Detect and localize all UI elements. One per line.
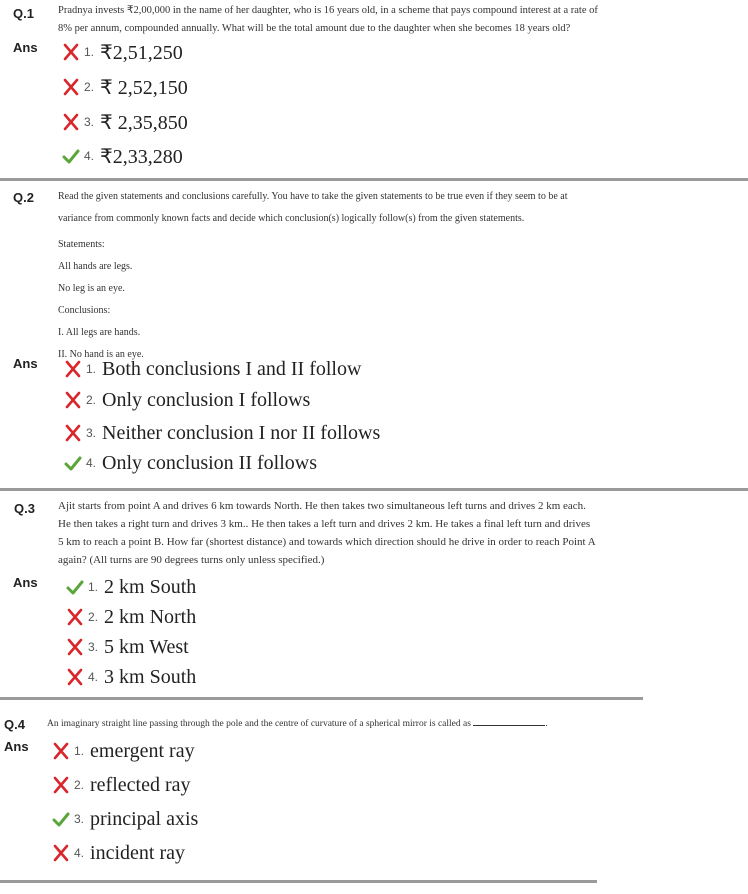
question-number: Q.3: [14, 501, 35, 516]
question-text: [58, 2, 598, 38]
option-text: ₹2,33,280: [100, 145, 183, 168]
answer-label: Ans: [4, 739, 29, 754]
answer-option[interactable]: [66, 575, 196, 599]
option-number: 1.: [86, 362, 97, 376]
question-paragraph: [58, 186, 598, 230]
wrong-cross-icon: [62, 43, 80, 61]
blank-suffix: .: [545, 719, 548, 729]
option-text: Only conclusion II follows: [102, 451, 317, 474]
question-paragraph: [58, 497, 598, 569]
answer-option[interactable]: [52, 739, 195, 763]
question-paragraph: [58, 256, 598, 278]
answer-option[interactable]: [62, 75, 188, 99]
option-text: emergent ray: [90, 739, 195, 762]
question-paragraph-text: II. No hand is an eye.: [58, 349, 144, 360]
question-paragraph-text: Read the given statements and conclusions carefully. You have to take the given statements to be true even if they seem to be at variance from commonly known facts and decide which conclusion(s) logically follow(s) from the given statements.: [58, 191, 568, 224]
question-number: Q.1: [13, 6, 34, 21]
answer-option[interactable]: [66, 665, 196, 689]
question-text: [58, 497, 598, 569]
question-paragraph-text: Conclusions:: [58, 305, 111, 316]
option-number: 4.: [74, 846, 85, 860]
option-text: Only conclusion I follows: [102, 388, 311, 411]
question-paragraph: [58, 278, 598, 300]
answer-option[interactable]: [52, 807, 198, 831]
option-number: 2.: [84, 80, 95, 94]
option-number: 4.: [86, 456, 97, 470]
correct-check-icon: [66, 578, 84, 596]
question-paragraph: [47, 713, 607, 735]
option-number: 3.: [84, 115, 95, 129]
wrong-cross-icon: [64, 391, 82, 409]
question-divider: [0, 697, 643, 700]
answer-option[interactable]: [62, 144, 183, 168]
question-paragraph-text: An imaginary straight line passing through the pole and the centre of curvature of a spherical mirror is called as: [47, 719, 471, 729]
option-number: 3.: [88, 640, 99, 654]
wrong-cross-icon: [66, 608, 84, 626]
question-paragraph-text: All hands are legs.: [58, 261, 133, 272]
answer-option[interactable]: [52, 841, 185, 865]
answer-option[interactable]: [66, 635, 189, 659]
option-number: 1.: [84, 45, 95, 59]
answer-label: Ans: [13, 575, 38, 590]
wrong-cross-icon: [52, 776, 70, 794]
wrong-cross-icon: [66, 668, 84, 686]
answer-option[interactable]: [62, 40, 183, 64]
answer-option[interactable]: [64, 451, 317, 475]
option-number: 4.: [88, 670, 99, 684]
question-paragraph-text: Ajit starts from point A and drives 6 km towards North. He then takes two simultaneous left turns and drives 2 km each. He then takes a right turn and drives 3 km.. He then takes a left turn and drives 2 km. He takes a final left turn and drives 5 km to reach a point B. How far (shortest distance) and towards which direction should he drive in order to reach Point A again? (All turns are 90 degrees turns only unless specified.): [58, 500, 596, 566]
option-text: reflected ray: [90, 773, 191, 796]
wrong-cross-icon: [64, 360, 82, 378]
option-number: 2.: [74, 778, 85, 792]
question-paragraph: [58, 234, 598, 256]
question-paragraph-text: Pradnya invests ₹2,00,000 in the name of her daughter, who is 16 years old, in a scheme that pays compound interest at a rate of 8% per annum, compounded annually. What will be the total amount due to the daughter when she becomes 18 years old?: [58, 5, 598, 34]
question-divider: [0, 880, 597, 883]
option-number: 1.: [88, 580, 99, 594]
correct-check-icon: [62, 147, 80, 165]
question-paragraph: [58, 300, 598, 322]
answer-label: Ans: [13, 40, 38, 55]
option-text: ₹ 2,52,150: [100, 76, 188, 99]
answer-label: Ans: [13, 356, 38, 371]
option-text: 2 km South: [104, 575, 197, 598]
question-paragraph-text: Statements:: [58, 239, 105, 250]
option-text: 2 km North: [104, 605, 197, 628]
question-divider: [0, 178, 748, 181]
question-paragraph: [58, 322, 598, 344]
option-number: 4.: [84, 149, 95, 163]
answer-option[interactable]: [66, 605, 196, 629]
option-text: 3 km South: [104, 665, 197, 688]
option-text: ₹2,51,250: [100, 41, 183, 64]
option-text: Both conclusions I and II follow: [102, 357, 362, 380]
answer-option[interactable]: [52, 773, 191, 797]
answer-blank: [473, 716, 545, 726]
question-paragraph-text: I. All legs are hands.: [58, 327, 141, 338]
option-text: incident ray: [90, 841, 185, 864]
question-text: [47, 713, 607, 735]
option-number: 1.: [74, 744, 85, 758]
question-number: Q.4: [4, 717, 25, 732]
wrong-cross-icon: [62, 78, 80, 96]
question-divider: [0, 488, 748, 491]
question-number: Q.2: [13, 190, 34, 205]
option-number: 2.: [86, 393, 97, 407]
option-text: principal axis: [90, 807, 199, 830]
question-text: [58, 186, 598, 366]
answer-option[interactable]: [64, 357, 361, 381]
wrong-cross-icon: [62, 113, 80, 131]
wrong-cross-icon: [52, 844, 70, 862]
correct-check-icon: [64, 454, 82, 472]
option-text: Neither conclusion I nor II follows: [102, 421, 381, 444]
answer-option[interactable]: [62, 110, 188, 134]
question-paragraph-text: No leg is an eye.: [58, 283, 125, 294]
option-number: 2.: [88, 610, 99, 624]
answer-option[interactable]: [64, 388, 310, 412]
option-number: 3.: [86, 426, 97, 440]
option-text: 5 km West: [104, 635, 189, 658]
option-number: 3.: [74, 812, 85, 826]
wrong-cross-icon: [64, 424, 82, 442]
correct-check-icon: [52, 810, 70, 828]
wrong-cross-icon: [66, 638, 84, 656]
question-paragraph: [58, 2, 598, 38]
answer-option[interactable]: [64, 421, 380, 445]
wrong-cross-icon: [52, 742, 70, 760]
option-text: ₹ 2,35,850: [100, 111, 188, 134]
